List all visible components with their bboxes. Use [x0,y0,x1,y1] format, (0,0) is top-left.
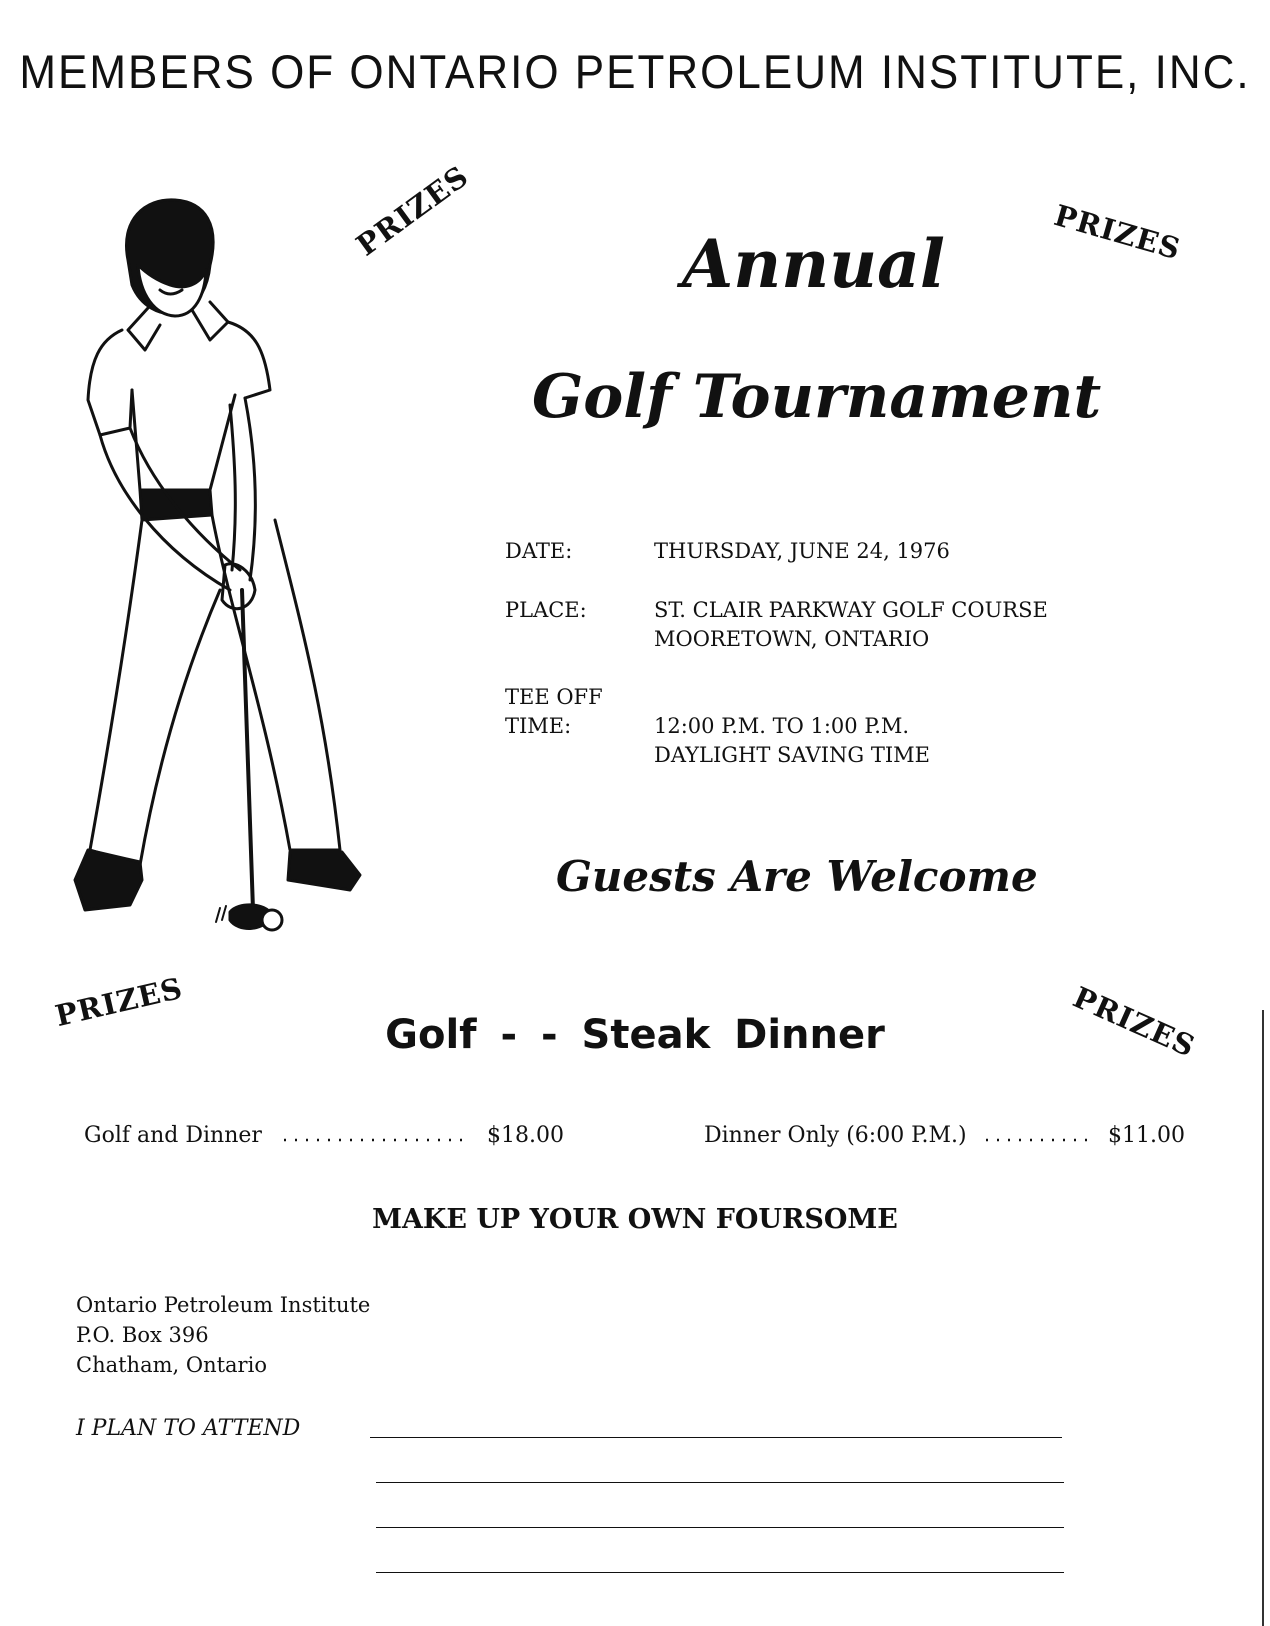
prizes-label-bottom-left: PRIZES [52,970,187,1034]
attendee-line-3[interactable] [376,1527,1064,1528]
address-line-1: Ontario Petroleum Institute [76,1293,371,1317]
tee-label-line-2: TIME: [505,714,572,738]
tee-label-line-1: TEE OFF [505,685,603,709]
golfer-illustration [60,190,390,980]
dinner-only-price: $11.00 [1108,1123,1185,1148]
place-label: PLACE: [505,598,587,622]
attend-label: I PLAN TO ATTEND [76,1416,301,1441]
dinner-only-label: Dinner Only (6:00 P.M.) [704,1123,967,1148]
date-label: DATE: [505,539,573,563]
attendee-line-4[interactable] [376,1572,1064,1573]
tee-time-line-2: DAYLIGHT SAVING TIME [654,743,930,767]
guests-welcome: Guests Are Welcome [556,852,1038,901]
title-golf-tournament: Golf Tournament [532,362,1102,432]
date-value: THURSDAY, JUNE 24, 1976 [654,539,950,563]
address-line-2: P.O. Box 396 [76,1323,209,1347]
tee-time-line-1: 12:00 P.M. TO 1:00 P.M. [654,714,910,738]
page-header: MEMBERS OF ONTARIO PETROLEUM INSTITUTE, INC. [19,46,1251,99]
golf-dinner-price: $18.00 [487,1123,564,1148]
address-line-3: Chatham, Ontario [76,1353,267,1377]
foursome-heading: MAKE UP YOUR OWN FOURSOME [372,1204,898,1235]
attendee-line-1[interactable] [370,1437,1062,1438]
title-annual: Annual [682,225,946,303]
prizes-label-bottom-right: PRIZES [1068,980,1201,1064]
prizes-label-top-right: PRIZES [1050,198,1185,267]
dinner-only-leader-dots [984,1136,1092,1144]
mailing-address [76,1290,370,1380]
place-line-1: ST. CLAIR PARKWAY GOLF COURSE [654,598,1048,622]
place-line-2: MOORETOWN, ONTARIO [654,627,930,651]
attendee-line-2[interactable] [376,1482,1064,1483]
page-edge-line [1262,1010,1264,1626]
golf-dinner-label: Golf and Dinner [84,1123,262,1148]
prizes-label-top-left: PRIZES [350,158,475,263]
golf-steak-dinner-headline: Golf - - Steak Dinner [385,1012,885,1058]
golf-dinner-leader-dots [282,1136,472,1144]
